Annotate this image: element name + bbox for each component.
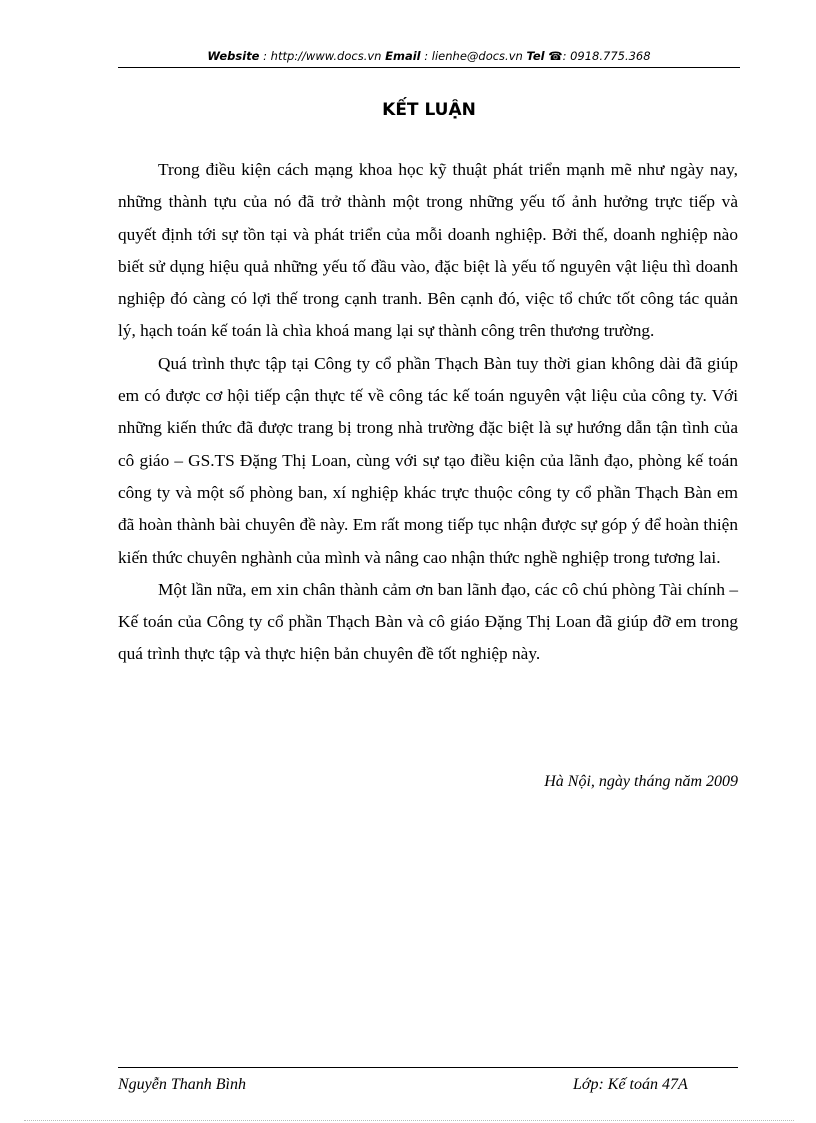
footer-author: Nguyễn Thanh Bình (118, 1076, 246, 1093)
page-header (118, 46, 740, 66)
phone-icon: ☎ (548, 49, 563, 63)
paragraph-3: Một lần nữa, em xin chân thành cảm ơn ban lãnh đạo, các cô chú phòng Tài chính – Kế toán của Công ty cổ phần Thạch Bàn và cô giáo Đặng Thị Loan đã giúp đỡ em trong quá trình thực tập và thực hiện bản chuyên đề tốt nghiệp này. (118, 579, 738, 664)
date-signoff: Hà Nội, ngày tháng năm 2009 (544, 773, 738, 790)
footer-divider (118, 1067, 738, 1068)
tel-label: Tel (526, 49, 545, 63)
email-label: Email (385, 49, 421, 63)
footer-class: Lớp: Kế toán 47A (573, 1076, 688, 1093)
email-value: : lienhe@docs.vn (424, 49, 523, 63)
website-label: Website (207, 49, 260, 63)
paragraph-1: Trong điều kiện cách mạng khoa học kỹ thuật phát triển mạnh mẽ như ngày nay, những thành tựu của nó đã trở thành một trong những yếu tố ảnh hưởng trực tiếp và quyết định tới sự tồn tại và phát triển của mỗi doanh nghiệp. Bởi thế, doanh nghiệp nào biết sử dụng hiệu quả những yếu tố đầu vào, đặc biệt là yếu tố nguyên vật liệu thì doanh nghiệp đó càng có lợi thế trong cạnh tranh. Bên cạnh đó, việc tổ chức tốt công tác quản lý, hạch toán kế toán là chìa khoá mang lại sự thành công trên thương trường. (118, 160, 738, 341)
tel-value: : 0918.775.368 (562, 49, 651, 63)
header-divider (118, 67, 740, 68)
paragraph-2: Quá trình thực tập tại Công ty cổ phần Thạch Bàn tuy thời gian không dài đã giúp em có được cơ hội tiếp cận thực tế về công tác kế toán nguyên vật liệu của công ty. Với những kiến thức đã được trang bị trong nhà trường đặc biệt là sự hướng dẫn tận tình của cô giáo – GS.TS Đặng Thị Loan, cùng với sự tạo điều kiện của lãnh đạo, phòng kế toán công ty và một số phòng ban, xí nghiệp khác trực thuộc công ty cổ phần Thạch Bàn em đã hoàn thành bài chuyên đề này. Em rất mong tiếp tục nhận được sự góp ý để hoàn thiện kiến thức chuyên nghành của mình và nâng cao nhận thức nghề nghiệp trong tương lai. (118, 353, 738, 567)
document-body (118, 154, 738, 671)
page-title: KẾT LUẬN (382, 100, 476, 120)
website-value: : http://www.docs.vn (263, 49, 382, 63)
page-edge (24, 1120, 794, 1121)
